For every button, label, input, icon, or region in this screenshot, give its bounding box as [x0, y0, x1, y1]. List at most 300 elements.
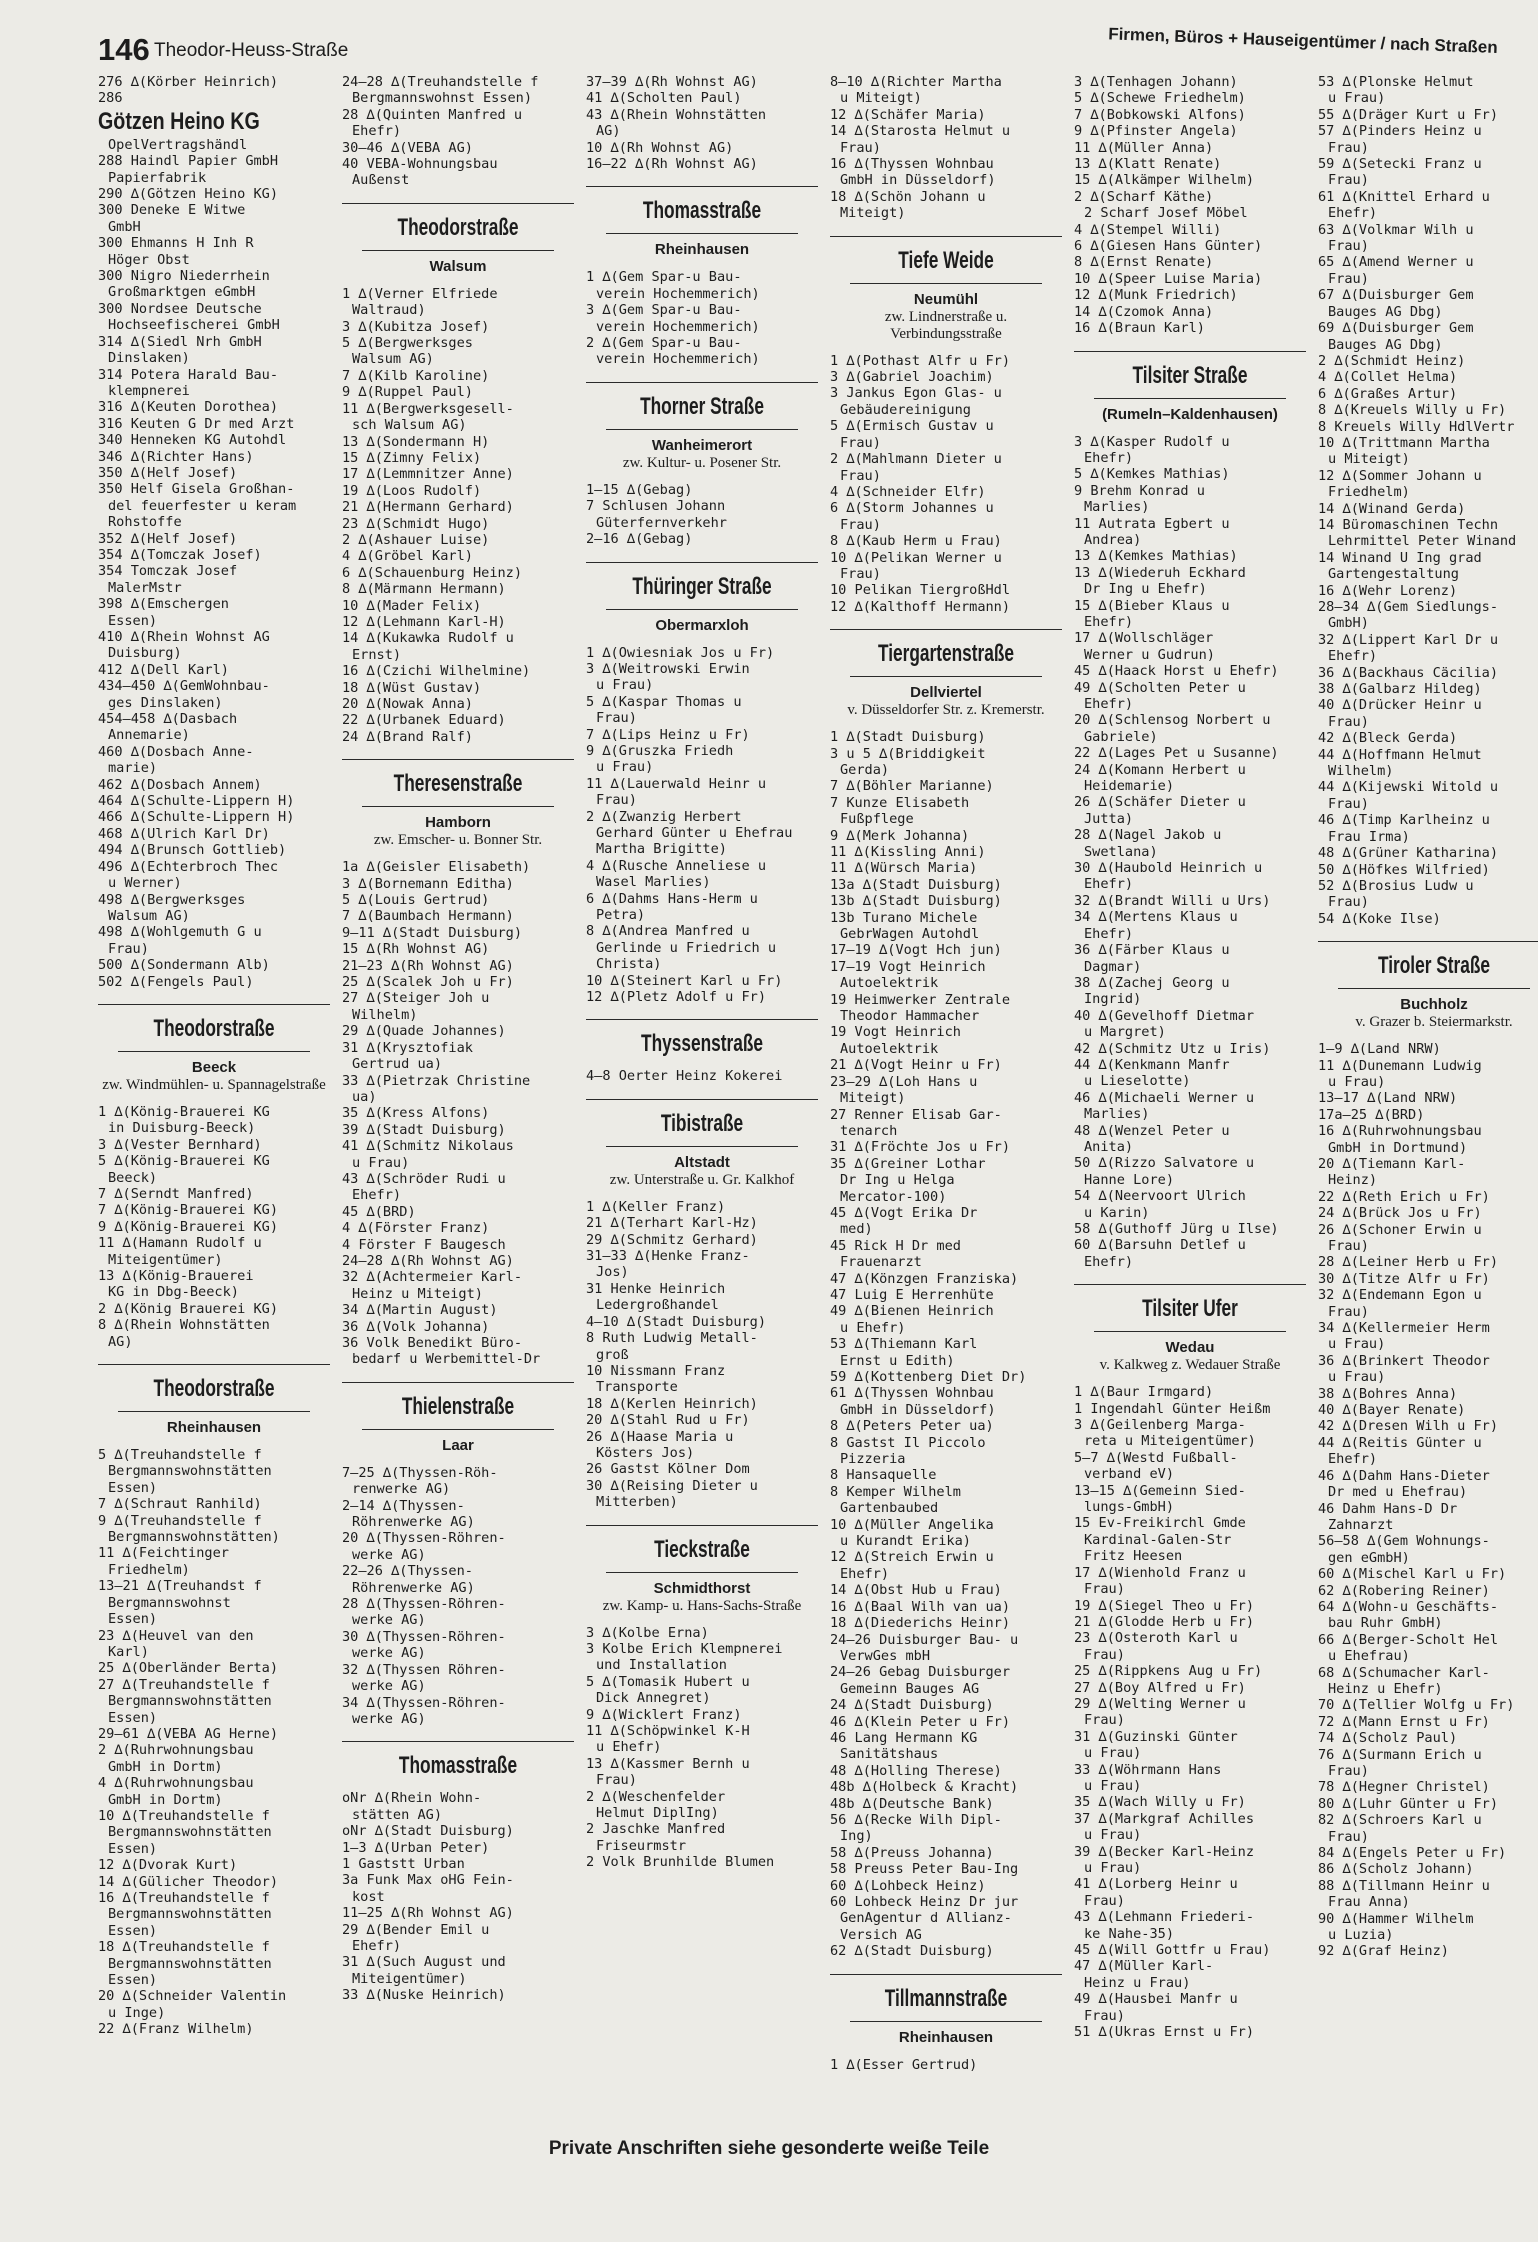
address-entry: oNr ∆(Stadt Duisburg) [342, 1823, 514, 1840]
entry-continuation: Essen) [108, 1972, 158, 1989]
entry-continuation: werke AG) [352, 1678, 426, 1695]
address-entry: 8 Ruth Ludwig Metall- [586, 1330, 758, 1347]
entry-continuation: gen eGmbH) [1328, 1549, 1410, 1566]
address-entry: 288 Haindl Papier GmbH [98, 153, 279, 170]
street-name: Tilsiter Straße [1132, 361, 1248, 389]
address-entry: 18 ∆(Schön Johann u [830, 188, 986, 205]
address-entry: 46 Dahm Hans-D Dr [1318, 1500, 1458, 1517]
entry-continuation: Transporte [596, 1379, 678, 1396]
entry-continuation: Frau) [1328, 238, 1369, 255]
address-entry: 58 Preuss Peter Bau-Ing [830, 1861, 1019, 1878]
entry-continuation: Walsum AG) [108, 907, 190, 924]
street-range-note: zw. Unterstraße u. Gr. Kalkhof [609, 1171, 795, 1188]
street-range-note: v. Grazer b. Steiermarkstr. [1355, 1014, 1513, 1031]
address-entry: 49 ∆(Hausbei Manfr u [1074, 1991, 1238, 2008]
entry-continuation: und Installation [596, 1657, 727, 1674]
street-heading [830, 236, 1062, 343]
entry-continuation: Annemarie) [108, 727, 190, 744]
page-number: 146 [98, 32, 150, 67]
street-name: Thyssenstraße [641, 1030, 763, 1058]
entry-continuation: in Duisburg-Beeck) [108, 1120, 256, 1137]
address-entry: 25 ∆(Rippkens Aug u Fr) [1074, 1663, 1263, 1680]
address-entry: 11 ∆(Dunemann Ludwig [1318, 1057, 1482, 1074]
address-entry: 316 ∆(Keuten Dorothea) [98, 399, 279, 416]
divider [586, 382, 818, 383]
entry-continuation: Miteigentümer) [108, 1251, 223, 1268]
entry-continuation: Essen) [108, 1611, 158, 1628]
address-entry: 17 ∆(Wienhold Franz u [1074, 1564, 1246, 1581]
address-entry: 59 ∆(Kottenberg Diet Dr) [830, 1369, 1027, 1385]
divider [606, 1572, 798, 1573]
address-entry: 25 ∆(Oberländer Berta) [98, 1660, 279, 1677]
directory-column-6 [1318, 74, 1538, 1960]
address-entry: 13b Turano Michele [830, 909, 978, 926]
address-entry: 43 ∆(Rhein Wohnstätten [586, 106, 767, 123]
address-entry: 88 ∆(Tillmann Heinr u [1318, 1877, 1490, 1894]
divider [342, 203, 574, 204]
address-entry: 496 ∆(Echterbroch Thec [98, 858, 279, 875]
address-entry: 21 ∆(Hermann Gerhard) [342, 499, 514, 516]
address-entry: 30 ∆(Thyssen-Röhren- [342, 1628, 506, 1645]
address-entry: 9 ∆(Wicklert Franz) [586, 1706, 742, 1723]
address-entry: 52 ∆(Brosius Ludw u [1318, 877, 1474, 894]
address-entry: 17a–25 ∆(BRD) [1318, 1106, 1425, 1123]
street-heading [586, 1019, 818, 1058]
divider [98, 1004, 330, 1005]
district-name: Hamborn [425, 814, 491, 832]
entry-continuation: u Frau) [1084, 1745, 1142, 1762]
address-entry: 42 ∆(Dresen Wilh u Fr) [1318, 1418, 1499, 1435]
entry-continuation: Autoelektrik [840, 1040, 939, 1057]
address-entry: 46 Lang Hermann KG [830, 1729, 978, 1746]
entry-continuation: Essen) [108, 1479, 158, 1496]
entry-continuation: Andrea) [1084, 531, 1142, 548]
entry-continuation: Sanitätshaus [840, 1746, 939, 1763]
address-entry: 48 ∆(Grüner Katharina) [1318, 845, 1499, 862]
entry-continuation: Essen) [108, 1922, 158, 1939]
entry-continuation: u Luzia) [1328, 1927, 1394, 1944]
address-entry: 13 ∆(König-Brauerei [98, 1268, 254, 1284]
entry-continuation: Friedhelm) [1328, 484, 1410, 501]
entry-continuation: Bergmannswohnstätten) [108, 1529, 280, 1546]
address-entry: 48b ∆(Deutsche Bank) [830, 1795, 994, 1812]
address-entry: 12 ∆(Lehmann Karl-H) [342, 613, 506, 630]
address-entry: 18 ∆(Kerlen Heinrich) [586, 1395, 758, 1412]
address-entry: 44 ∆(Reitis Günter u [1318, 1434, 1482, 1451]
address-entry: 38 ∆(Galbarz Hildeg) [1318, 681, 1482, 698]
entry-continuation: Gartenbaubed [840, 1500, 939, 1517]
address-entry: 494 ∆(Brunsch Gottlieb) [98, 842, 287, 859]
address-entry: 29 ∆(Welting Werner u [1074, 1695, 1246, 1712]
entry-continuation: Frau) [1084, 1581, 1125, 1598]
street-name: Tibistraße [660, 1109, 744, 1137]
entry-continuation: verein Hochemmerich) [596, 318, 760, 335]
entry-continuation: Röhrenwerke AG) [352, 1579, 475, 1596]
address-entry: 13b ∆(Stadt Duisburg) [830, 893, 1002, 910]
address-entry: 33 ∆(Wöhrmann Hans [1074, 1761, 1222, 1778]
entry-continuation: Ing) [840, 1828, 873, 1845]
footer-note: Private Anschriften siehe gesonderte weiße Teile [548, 2138, 990, 2159]
entry-continuation: MalerMstr [108, 579, 182, 596]
street-heading [98, 1364, 330, 1437]
entry-continuation: u Frau) [596, 677, 654, 694]
entry-continuation: Miteigentümer) [352, 1970, 467, 1987]
address-entry: 1 ∆(Esser Gertrud) [830, 2056, 978, 2073]
address-entry: 10 Pelikan TiergroßHdl [830, 582, 1011, 599]
street-heading [1318, 941, 1538, 1031]
street-name: Thomasstraße [642, 197, 762, 225]
street-name: Tillmannstraße [884, 1984, 1008, 2012]
address-entry: 1 ∆(Gem Spar-u Bau- [586, 269, 742, 286]
street-name: Theodorstraße [153, 1014, 275, 1042]
address-entry: oNr ∆(Rhein Wohn- [342, 1790, 482, 1807]
address-entry: 92 ∆(Graf Heinz) [1318, 1943, 1449, 1960]
street-heading [586, 562, 818, 635]
address-entry: 17–19 ∆(Vogt Hch jun) [830, 942, 1002, 959]
address-entry: 60 ∆(Barsuhn Detlef u [1074, 1237, 1246, 1254]
address-entry: 36 ∆(Färber Klaus u [1074, 942, 1230, 959]
address-entry: 15 ∆(Bieber Klaus u [1074, 597, 1230, 614]
divider [606, 1146, 798, 1147]
address-entry: 32 ∆(Achtermeier Karl- [342, 1269, 523, 1286]
entry-continuation: Ernst) [352, 646, 402, 663]
address-entry: 51 ∆(Ukras Ernst u Fr) [1074, 2024, 1255, 2041]
address-entry: 34 ∆(Mertens Klaus u [1074, 909, 1238, 926]
entry-continuation: u Margret) [1084, 1024, 1166, 1041]
address-entry: 45 ∆(BRD) [342, 1203, 416, 1220]
entry-continuation: Ehefr) [352, 123, 402, 140]
street-range-note: zw. Kamp- u. Hans-Sachs-Straße [602, 1597, 802, 1614]
running-section-title: Firmen, Büros + Hauseigentümer / nach Straßen [1108, 24, 1499, 57]
entry-continuation: Frau) [1084, 1646, 1125, 1663]
address-entry: 1 ∆(Stadt Duisburg) [830, 729, 986, 746]
entry-continuation: 2 Scharf Josef Möbel [1084, 205, 1248, 222]
address-entry: 11 ∆(Hamann Rudolf u [98, 1235, 262, 1252]
address-entry: 53 ∆(Thiemann Karl [830, 1336, 978, 1353]
district-name: Neumühl [913, 290, 979, 308]
divider [850, 676, 1042, 677]
entry-continuation: Frau) [596, 710, 637, 727]
entry-continuation: Theodor Hammacher [840, 1008, 980, 1025]
entry-continuation: u Miteigt) [1328, 451, 1410, 468]
entry-continuation: Bergmannswohnstätten [108, 1463, 272, 1480]
street-range-note: zw. Emscher- u. Bonner Str. [373, 832, 543, 849]
address-entry: 21–23 ∆(Rh Wohnst AG) [342, 957, 514, 974]
address-entry: 23 ∆(Osteroth Karl u [1074, 1630, 1238, 1647]
district-name: Walsum [429, 257, 487, 275]
address-entry: 3 Jankus Egon Glas- u [830, 385, 1002, 402]
entry-continuation: Essen) [108, 1840, 158, 1857]
address-entry: 33 ∆(Nuske Heinrich) [342, 1987, 506, 2004]
entry-continuation: Dr med u Ehefrau) [1328, 1484, 1468, 1501]
street-heading [586, 186, 818, 259]
entry-continuation: u Frau) [1084, 1827, 1142, 1844]
address-entry: 300 Nigro Niederrhein [98, 268, 270, 285]
district-name: Beeck [191, 1058, 237, 1076]
address-entry: 16 ∆(Czichi Wilhelmine) [342, 663, 531, 680]
address-entry: 13 ∆(Sondermann H) [342, 433, 490, 450]
address-entry: 2–16 ∆(Gebag) [586, 531, 693, 548]
address-entry: 7 ∆(König-Brauerei KG) [98, 1202, 279, 1219]
address-entry: 61 ∆(Thyssen Wohnbau [830, 1385, 994, 1402]
address-entry: 40 ∆(Gevelhoff Dietmar [1074, 1007, 1255, 1024]
entry-continuation: tenarch [840, 1122, 898, 1139]
entry-continuation: Höger Obst [108, 251, 190, 268]
address-entry: 26 ∆(Schäfer Dieter u [1074, 794, 1246, 811]
address-entry: 76 ∆(Surmann Erich u [1318, 1746, 1482, 1763]
address-entry: 43 ∆(Lehmann Friederi- [1074, 1909, 1255, 1926]
address-entry: 62 ∆(Stadt Duisburg) [830, 1943, 994, 1960]
entry-continuation: Frau) [840, 139, 881, 156]
district-name: (Rumeln–Kaldenhausen) [1102, 405, 1278, 423]
district-name: Wanheimerort [651, 436, 753, 454]
address-entry: 28 ∆(Leiner Herb u Fr) [1318, 1254, 1499, 1271]
address-entry: 3 ∆(Gabriel Joachim) [830, 369, 994, 386]
address-entry: 70 ∆(Tellier Wolfg u Fr) [1318, 1697, 1515, 1714]
street-heading [586, 1099, 818, 1189]
entry-continuation: Außenst [352, 172, 410, 189]
address-entry: 5 ∆(Louis Gertrud) [342, 892, 490, 909]
address-entry: 62 ∆(Robering Reiner) [1318, 1582, 1490, 1599]
street-heading [98, 1004, 330, 1094]
address-entry: 4 ∆(Stempel Willi) [1074, 221, 1222, 238]
entry-continuation: Frau) [1328, 1303, 1369, 1320]
address-entry: 12 ∆(Sommer Johann u [1318, 467, 1482, 484]
divider [1074, 1284, 1306, 1285]
address-entry: 36 Volk Benedikt Büro- [342, 1335, 523, 1351]
street-name: Thielenstraße [401, 1392, 515, 1420]
street-heading [1074, 351, 1306, 424]
address-entry: 3 ∆(Kubitza Josef) [342, 318, 490, 335]
address-entry: 3 ∆(Kolbe Erna) [586, 1624, 709, 1641]
entry-continuation: Waltraud) [352, 302, 426, 319]
entry-continuation: Bergmannswohnst Essen) [352, 90, 533, 107]
district-name: Rheinhausen [654, 241, 750, 259]
address-entry: 5–7 ∆(Westd Fußball- [1074, 1449, 1238, 1466]
address-entry: 412 ∆(Dell Karl) [98, 661, 229, 678]
entry-continuation: marie) [108, 760, 158, 777]
street-name: Tiroler Straße [1377, 952, 1491, 980]
divider [606, 429, 798, 430]
address-entry: 21 ∆(Terhart Karl-Hz) [586, 1215, 758, 1232]
divider [1074, 351, 1306, 352]
entry-continuation: OpelVertragshändl [108, 136, 248, 153]
address-entry: 16 ∆(Treuhandstelle f [98, 1890, 270, 1906]
address-entry: 1 ∆(König-Brauerei KG [98, 1103, 270, 1120]
address-entry: 61 ∆(Knittel Erhard u [1318, 188, 1490, 205]
entry-continuation: u Frau) [596, 759, 654, 776]
entry-continuation: Bergmannswohnstätten [108, 1955, 272, 1972]
address-entry: 49 ∆(Bienen Heinrich [830, 1303, 994, 1320]
address-entry: 460 ∆(Dosbach Anne- [98, 743, 254, 760]
address-entry: 22–26 ∆(Thyssen- [342, 1563, 473, 1580]
entry-continuation: Heinz u Ehefr) [1328, 1680, 1443, 1697]
street-name: Thomasstraße [398, 1752, 518, 1780]
address-entry: 12 ∆(Schäfer Maria) [830, 106, 986, 123]
entry-continuation: Großmarktgen eGmbH [108, 284, 256, 301]
street-name: Tieckstraße [654, 1535, 750, 1563]
street-name: Theodorstraße [397, 213, 519, 241]
address-entry: 4 Förster F Baugesch [342, 1236, 506, 1253]
address-entry: 22 ∆(Franz Wilhelm) [98, 2021, 254, 2038]
address-entry: 58 ∆(Guthoff Jürg u Ilse) [1074, 1221, 1279, 1237]
entry-continuation: GmbH [108, 218, 141, 235]
divider [362, 250, 554, 251]
entry-continuation: bedarf u Werbemittel-Dr [352, 1351, 541, 1368]
entry-continuation: Bauges AG Dbg) [1328, 336, 1443, 353]
entry-continuation: Papierfabrik [108, 169, 207, 186]
address-entry: 12 ∆(Kalthoff Hermann) [830, 598, 1011, 615]
address-entry: 13–15 ∆(Gemeinn Sied- [1074, 1482, 1246, 1499]
entry-continuation: u Lieselotte) [1084, 1073, 1191, 1090]
entry-continuation: u Frau) [1328, 1073, 1386, 1090]
address-entry: 2 ∆(Schmidt Heinz) [1318, 352, 1466, 369]
entry-continuation: Frau) [1084, 2007, 1125, 2024]
address-entry: 84 ∆(Engels Peter u Fr) [1318, 1845, 1507, 1862]
entry-continuation: Frau) [1328, 1828, 1369, 1845]
street-heading [342, 759, 574, 849]
address-entry: 48b ∆(Holbeck & Kracht) [830, 1779, 1019, 1796]
street-heading [830, 629, 1062, 719]
entry-continuation: Ernst u Edith) [840, 1352, 955, 1369]
entry-continuation: Petra) [596, 907, 646, 923]
address-entry: 60 ∆(Mischel Karl u Fr) [1318, 1566, 1507, 1583]
address-entry: 26 ∆(Schoner Erwin u [1318, 1221, 1482, 1238]
address-entry: 8 ∆(Kreuels Willy u Fr) [1318, 402, 1507, 419]
address-entry: 3a Funk Max oHG Fein- [342, 1872, 514, 1889]
entry-continuation: Martha Brigitte) [596, 841, 727, 858]
entry-continuation: Helmut DiplIng) [596, 1805, 719, 1822]
street-heading [830, 1974, 1062, 2047]
address-entry: 8 ∆(Peters Peter ua) [830, 1418, 994, 1435]
address-entry: 43 ∆(Schröder Rudi u [342, 1170, 506, 1187]
entry-continuation: Fußpflege [840, 811, 914, 828]
address-entry: 3 ∆(Vester Bernhard) [98, 1136, 262, 1153]
entry-continuation: Werner u Gudrun) [1084, 646, 1215, 663]
address-entry: 37 ∆(Markgraf Achilles [1074, 1810, 1255, 1827]
address-entry: 11–25 ∆(Rh Wohnst AG) [342, 1905, 514, 1922]
address-entry: 7 Schlusen Johann [586, 498, 726, 515]
address-entry: 32 ∆(Lippert Karl Dr u [1318, 631, 1499, 648]
address-entry: 42 ∆(Schmitz Utz u Iris) [1074, 1040, 1271, 1057]
entry-continuation: Miteigt) [840, 205, 906, 222]
address-entry: 4 ∆(Collet Helma) [1318, 369, 1458, 386]
address-entry: 38 ∆(Bohres Anna) [1318, 1385, 1458, 1402]
address-entry: 2 ∆(König Brauerei KG) [98, 1300, 279, 1317]
entry-continuation: renwerke AG) [352, 1481, 451, 1498]
street-heading [1074, 1284, 1306, 1374]
divider [606, 609, 798, 610]
address-entry: 36 ∆(Brinkert Theodor [1318, 1352, 1490, 1369]
entry-continuation: u Frau) [1084, 1860, 1142, 1876]
entry-continuation: Marlies) [1084, 499, 1150, 516]
address-entry: 10 ∆(Steinert Karl u Fr) [586, 972, 783, 989]
address-entry: 20 ∆(Thyssen-Röhren- [342, 1530, 506, 1547]
address-entry: 6 ∆(Dahms Hans-Herm u [586, 890, 758, 907]
entry-continuation: Gerhard Günter u Ehefrau [596, 824, 793, 841]
address-entry: 80 ∆(Luhr Günter u Fr) [1318, 1795, 1499, 1812]
address-entry: 462 ∆(Dosbach Annem) [98, 776, 262, 793]
entry-continuation: Ehefr) [1084, 1253, 1134, 1270]
address-entry: 4–10 ∆(Stadt Duisburg) [586, 1313, 767, 1330]
directory-column-5 [1074, 74, 1306, 2040]
address-entry: 31 ∆(Guzinski Günter [1074, 1728, 1238, 1745]
address-entry: 11 ∆(Feichtinger [98, 1545, 229, 1562]
address-entry: 2 ∆(Ruhrwohnungsbau [98, 1742, 254, 1759]
street-heading [342, 203, 574, 276]
address-entry: 54 ∆(Neervoort Ulrich [1074, 1188, 1246, 1205]
directory-column-2 [342, 74, 574, 2004]
entry-continuation: reta u Miteigentümer) [1084, 1433, 1256, 1450]
entry-continuation: stätten AG) [352, 1806, 443, 1823]
address-entry: 18 ∆(Diederichs Heinr) [830, 1615, 1011, 1632]
district-name: Wedau [1165, 1339, 1215, 1357]
address-entry: 15 ∆(Zimny Felix) [342, 449, 482, 466]
address-entry: 7 ∆(Bobkowski Alfons) [1074, 106, 1246, 123]
street-name: Tilsiter Ufer [1142, 1295, 1238, 1323]
address-entry: 41 ∆(Schmitz Nikolaus [342, 1138, 514, 1155]
address-entry: 1 ∆(Keller Franz) [586, 1198, 726, 1215]
address-entry: 19 ∆(Loos Rudolf) [342, 482, 482, 499]
address-entry: 74 ∆(Scholz Paul) [1318, 1730, 1458, 1747]
entry-continuation: Heidemarie) [1084, 778, 1175, 795]
address-entry: 340 Henneken KG Autohdl [98, 432, 287, 449]
address-entry: 37–39 ∆(Rh Wohnst AG) [586, 74, 758, 90]
address-entry: 9 ∆(Merk Johanna) [830, 827, 970, 844]
address-entry: 34 ∆(Thyssen-Röhren- [342, 1694, 506, 1711]
address-entry: 64 ∆(Wohn-u Geschäfts- [1318, 1598, 1499, 1615]
address-entry: 39 ∆(Becker Karl-Heinz [1074, 1843, 1255, 1860]
address-entry: 59 ∆(Setecki Franz u [1318, 156, 1482, 173]
divider [118, 1411, 310, 1412]
address-entry: 30 ∆(Titze Alfr u Fr) [1318, 1270, 1490, 1287]
address-entry: 30 ∆(Haubold Heinrich u [1074, 860, 1263, 877]
address-entry: 28 ∆(Nagel Jakob u [1074, 827, 1222, 844]
entry-continuation: u Ehefrau) [1328, 1648, 1410, 1665]
entry-continuation: Friseurmstr [596, 1837, 687, 1854]
address-entry: 39 ∆(Stadt Duisburg) [342, 1121, 506, 1138]
address-entry: 13 ∆(Kemkes Mathias) [1074, 548, 1238, 565]
address-entry: 60 ∆(Lohbeck Heinz) [830, 1877, 986, 1894]
address-entry: 5 ∆(Treuhandstelle f [98, 1447, 262, 1464]
address-entry: 5 ∆(König-Brauerei KG [98, 1153, 270, 1170]
entry-continuation: Wilhelm) [1328, 763, 1394, 780]
entry-continuation: Gabriele) [1084, 728, 1158, 745]
address-entry: 3 ∆(Kasper Rudolf u [1074, 433, 1230, 450]
address-entry: 14 Winand U Ing grad [1318, 549, 1482, 566]
address-entry: 20 ∆(Stahl Rud u Fr) [586, 1412, 750, 1429]
address-entry: 30–46 ∆(VEBA AG) [342, 139, 473, 156]
address-entry: 10 ∆(Trittmann Martha [1318, 434, 1490, 451]
address-entry: 12 ∆(Dvorak Kurt) [98, 1857, 238, 1874]
district-name: Schmidthorst [653, 1579, 751, 1597]
entry-continuation: Ehefr) [1084, 449, 1134, 466]
address-entry: 65 ∆(Amend Werner u [1318, 254, 1474, 271]
entry-continuation: u Ehefr) [596, 1739, 662, 1756]
address-entry: 300 Ehmanns H Inh R [98, 235, 254, 252]
address-entry: 20 ∆(Schlensog Norbert u [1074, 712, 1271, 729]
entry-continuation: Ehefr) [840, 1565, 890, 1582]
district-name: Laar [442, 1436, 474, 1454]
divider [586, 1099, 818, 1100]
address-entry: 350 Helf Gisela Großhan- [98, 481, 295, 498]
address-entry: 2 ∆(Zwanzig Herbert [586, 808, 742, 825]
entry-continuation: Frau) [840, 516, 881, 533]
street-name: Theresenstraße [393, 770, 523, 798]
entry-continuation: werke AG) [352, 1645, 426, 1662]
entry-continuation: Essen) [108, 612, 158, 629]
entry-continuation: Ledergroßhandel [596, 1297, 719, 1314]
